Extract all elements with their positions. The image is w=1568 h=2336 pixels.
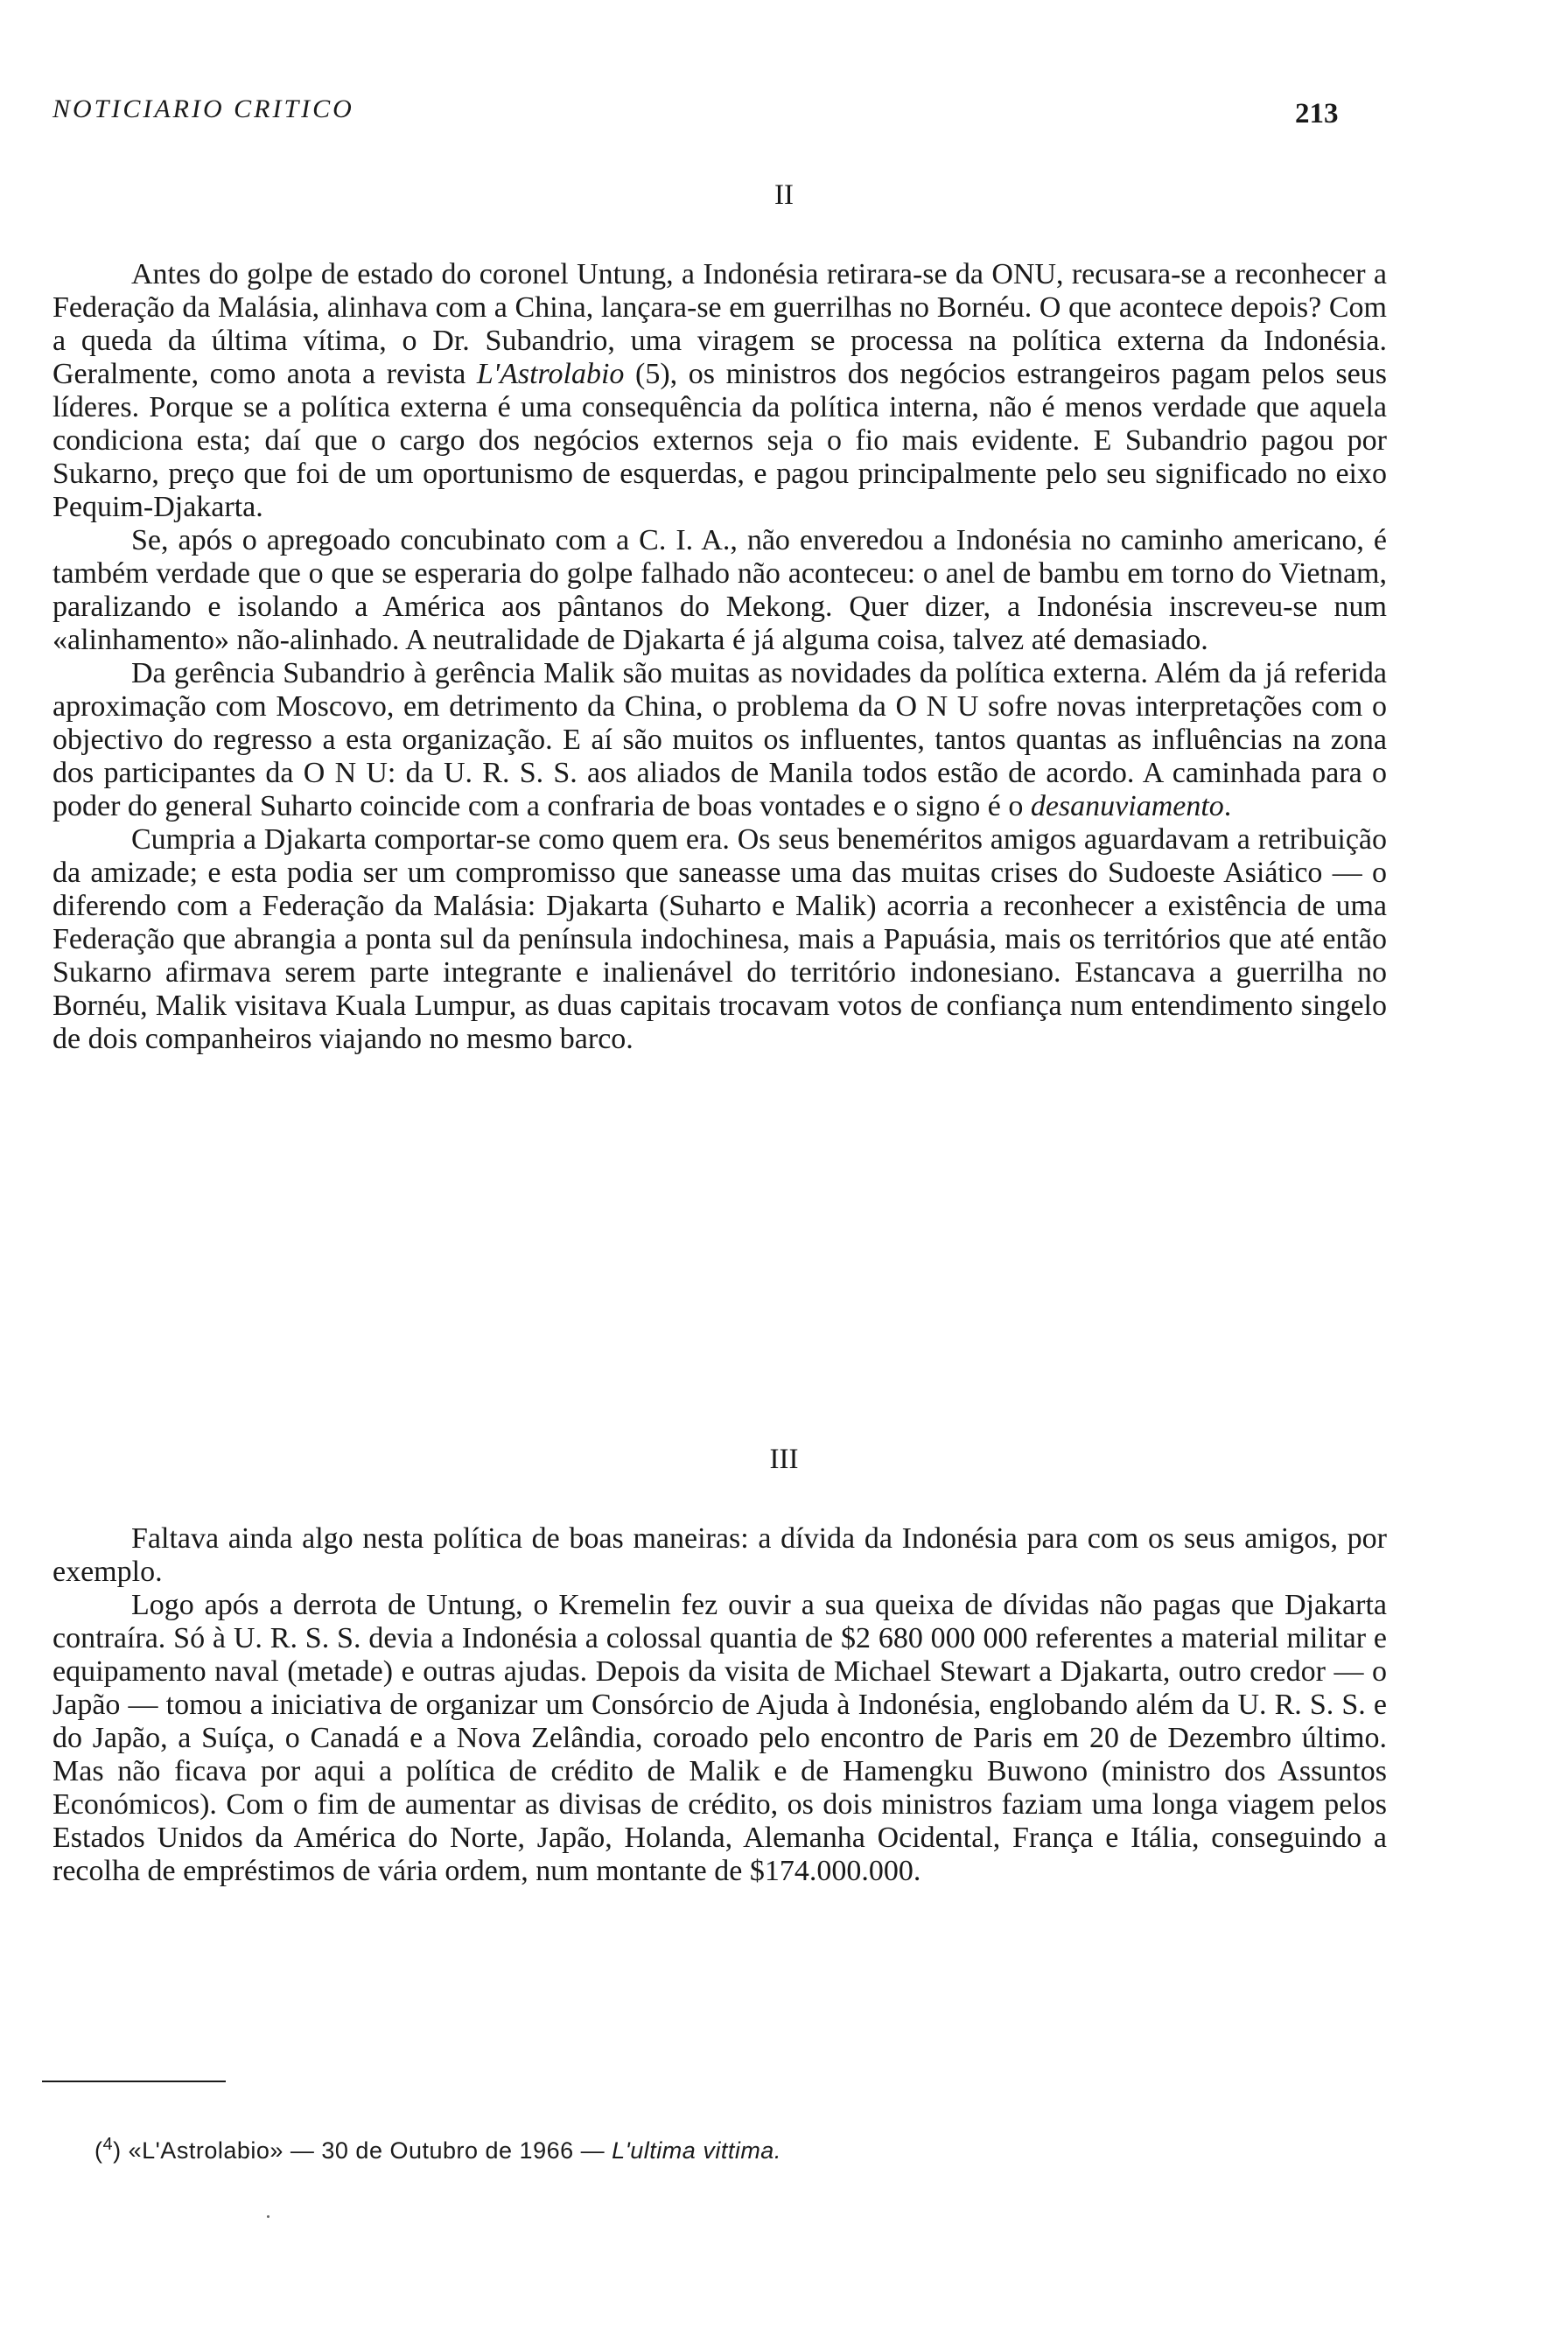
paragraph	[52, 258, 1387, 524]
footnote-source: «L'Astrolabio» — 30 de Outubro de 1966 —	[128, 2137, 612, 2164]
footnote-divider	[42, 2081, 226, 2082]
paragraph: Se, após o apregoado concubinato com a C. I. A., não enveredou a Indonésia no caminho americano, é também verdade que o que se esperaria do golpe falhado não aconteceu: o anel de bambu em torno do Vietnam, paralizando e isolando a América aos pântanos do Mekong. Quer dizer, a Indonésia inscreveu-se num «alinhamento» não-alinhado. A neutralidade de Djakarta é já alguma coisa, talvez até demasiado.	[52, 524, 1387, 656]
running-title: NOTICIARIO CRITICO	[52, 94, 354, 123]
print-speck	[267, 2215, 270, 2218]
footnote-marker: 4	[102, 2135, 114, 2154]
paragraph-text: .	[1223, 790, 1232, 822]
section-heading-iii: III	[769, 1444, 799, 1475]
section-heading-ii: II	[774, 179, 794, 211]
footnote: ($^4$) «L'Astrolabio» — 30 de Outubro de 1966 — L'ultima vittima.	[94, 2135, 781, 2164]
footnote-title: L'ultima vittima.	[612, 2137, 781, 2164]
paragraph: Logo após a derrota de Untung, o Kremelin fez ouvir a sua queixa de dívidas não pagas que Djakarta contraíra. Só à U. R. S. S. devia a Indonésia a colossal quantia de $2 680 000 000 referentes a material militar e equipamento naval (metade) e outras ajudas. Depois da visita de Michael Stewart a Djakarta, outro credor — o Japão — tomou a iniciativa de organizar um Consórcio de Ajuda à Indonésia, englobando além da U. R. S. S. e do Japão, a Suíça, o Canadá e a Nova Zelândia, coroado pelo encontro de Paris em 20 de Dezembro último. Mas não ficava por aqui a política de crédito de Malik e de Hamengku Buwono (ministro dos Assuntos Económicos). Com o fim de aumentar as divisas de crédito, os dois ministros faziam uma longa viagem pelos Estados Unidos da América do Norte, Japão, Holanda, Alemanha Ocidental, França e Itália, conseguindo a recolha de empréstimos de vária ordem, num montante de $174.000.000.	[52, 1589, 1387, 1887]
journal-name: L'Astrolabio	[476, 358, 625, 390]
section-ii-body	[52, 258, 1387, 1056]
paragraph	[52, 657, 1387, 823]
section-iii-body	[52, 1522, 1387, 1888]
paragraph: Faltava ainda algo nesta política de boas maneiras: a dívida da Indonésia para com os seus amigos, por exemplo.	[52, 1522, 1387, 1588]
emphasis-word: desanuviamento	[1030, 790, 1224, 822]
paragraph-text: Da gerência Subandrio à gerência Malik são muitas as novidades da política externa. Além da já referida aproximação com Moscovo, em detrimento da China, o problema da O N U sofre novas interpretações com o objectivo do regresso a esta organização. E aí são muitos os influentes, tantos quantas as influências na zona dos participantes da O N U: da U. R. S. S. aos aliados de Manila todos estão de acordo. A caminhada para o poder do general Suharto coincide com a confraria de boas vontades e o signo é o	[52, 657, 1387, 822]
page-number: 213	[1295, 98, 1339, 129]
paragraph-text: (5), os ministros dos negócios estrangeiros pagam pelos seus líderes. Porque se a política externa é uma consequência da política interna, não é menos verdade que aquela condiciona esta; daí que o cargo dos negócios externos seja o fio mais evidente. E Subandrio pagou por Sukarno, preço que foi de um oportunismo de esquerdas, e pagou principalmente pelo seu significado no eixo Pequim-Djakarta.	[52, 358, 1387, 523]
paragraph-text: Antes do golpe de estado do coronel Untung, a Indonésia retirara-se da ONU, recusara-se a reconhecer a Federação da Malásia, alinhava com a China, lançara-se em guerrilhas no Bornéu. O que acontece depois? Com a queda da última vítima, o Dr. Subandrio, uma viragem se processa na política externa da Indonésia. Geralmente, como anota a revista	[52, 258, 1387, 390]
paragraph: Cumpria a Djakarta comportar-se como quem era. Os seus beneméritos amigos aguardavam a retribuição da amizade; e esta podia ser um compromisso que saneasse uma das muitas crises do Sudoeste Asiático — o diferendo com a Federação da Malásia: Djakarta (Suharto e Malik) acorria a reconhecer a existência de uma Federação que abrangia a ponta sul da península indochinesa, mais a Papuásia, mais os territórios que até então Sukarno afirmava serem parte integrante e inalienável do território indonesiano. Estancava a guerrilha no Bornéu, Malik visitava Kuala Lumpur, as duas capitais trocavam votos de confiança num entendimento singelo de dois companheiros viajando no mesmo barco.	[52, 823, 1387, 1055]
